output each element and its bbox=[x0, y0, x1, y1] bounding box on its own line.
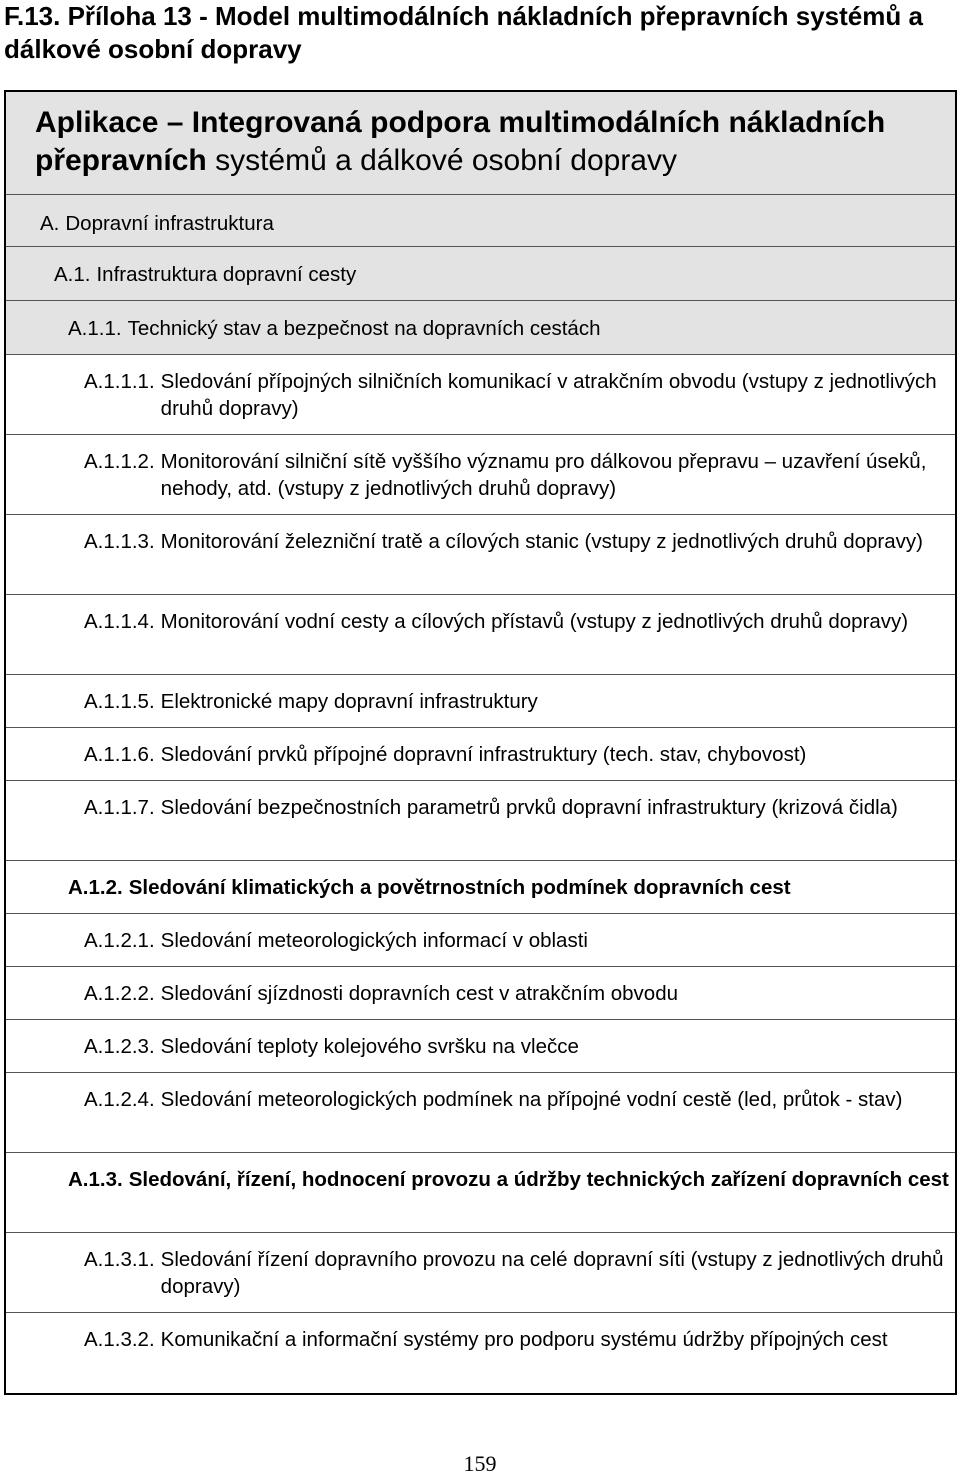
outline-row-a13 bbox=[6, 1153, 955, 1233]
item-text: Sledování bezpečnostních parametrů prvků dopravní infrastruktury (krizová čidla) bbox=[160, 796, 898, 819]
item-text: Monitorování železniční tratě a cílových stanic (vstupy z jednotlivých druhů dopravy) bbox=[160, 530, 923, 553]
item-text: Sledování meteorologických informací v oblasti bbox=[160, 929, 588, 952]
outline-row-a115 bbox=[6, 675, 955, 728]
item-number: A.1.1.4. bbox=[84, 610, 155, 633]
item-text: Sledování prvků přípojné dopravní infrastruktury (tech. stav, chybovost) bbox=[160, 743, 807, 766]
item-number: A.1.1.3. bbox=[84, 530, 155, 553]
item-text: Elektronické mapy dopravní infrastruktury bbox=[160, 690, 538, 713]
item-number: A.1.1.6. bbox=[84, 743, 155, 766]
item-number: A.1.2. bbox=[68, 876, 123, 899]
outline-row-a12 bbox=[6, 861, 955, 914]
item-number: A. bbox=[40, 212, 60, 235]
item-text: Monitorování vodní cesty a cílových přístavů (vstupy z jednotlivých druhů dopravy) bbox=[160, 610, 909, 633]
outline-row-a1 bbox=[6, 247, 955, 301]
item-number: A.1.1.7. bbox=[84, 796, 155, 819]
outline-table bbox=[4, 90, 957, 1395]
item-number: A.1.2.3. bbox=[84, 1035, 155, 1058]
item-text: Monitorování silniční sítě vyššího významu pro dálkovou přepravu – uzavření úseků, nehody, atd. (vstupy z jednotlivých druhů dopravy) bbox=[160, 450, 927, 500]
item-number: A.1.3. bbox=[68, 1168, 123, 1191]
item-number: A.1.1. bbox=[68, 317, 122, 340]
outline-row-a112 bbox=[6, 435, 955, 515]
item-number: A.1.1.2. bbox=[84, 450, 155, 473]
outline-row-a122 bbox=[6, 967, 955, 1020]
item-text: Technický stav a bezpečnost na dopravních cestách bbox=[127, 317, 601, 340]
outline-row-a131 bbox=[6, 1233, 955, 1313]
item-text: Dopravní infrastruktura bbox=[65, 212, 274, 235]
application-title-suffix: systémů a dálkové osobní dopravy bbox=[206, 144, 677, 177]
item-text: Sledování přípojných silničních komunikací v atrakčním obvodu (vstupy z jednotlivých druhů dopravy) bbox=[160, 370, 937, 420]
outline-row-a113 bbox=[6, 515, 955, 595]
application-title-main: Aplikace – Integrovaná podpora multimodálních nákladních přepravních bbox=[35, 106, 886, 177]
item-text: Sledování klimatických a povětrnostních podmínek dopravních cest bbox=[128, 876, 791, 899]
outline-row-a bbox=[6, 195, 955, 247]
item-text: Komunikační a informační systémy pro podporu systému údržby přípojných cest bbox=[160, 1328, 888, 1351]
page-number: 159 bbox=[463, 1451, 497, 1476]
item-text: Sledování řízení dopravního provozu na celé dopravní síti (vstupy z jednotlivých druhů dopravy) bbox=[160, 1248, 944, 1298]
application-title bbox=[35, 104, 945, 180]
item-text: Infrastruktura dopravní cesty bbox=[96, 263, 357, 286]
item-text: Sledování sjízdnosti dopravních cest v atrakčním obvodu bbox=[160, 982, 679, 1005]
item-number: A.1.1.1. bbox=[84, 370, 155, 393]
outline-row-a121 bbox=[6, 914, 955, 967]
outline-row-a117 bbox=[6, 781, 955, 861]
outline-row-a123 bbox=[6, 1020, 955, 1073]
item-number: A.1.1.5. bbox=[84, 690, 155, 713]
page-heading: F.13. Příloha 13 - Model multimodálních nákladních přepravních systémů a dálkové osobní dopravy bbox=[4, 1, 923, 64]
outline-row-a11 bbox=[6, 301, 955, 355]
item-number: A.1.3.1. bbox=[84, 1248, 155, 1271]
outline-row-a132 bbox=[6, 1313, 955, 1393]
outline-row-a114 bbox=[6, 595, 955, 675]
outline-row-a111 bbox=[6, 355, 955, 435]
item-number: A.1.2.1. bbox=[84, 929, 155, 952]
item-number: A.1.3.2. bbox=[84, 1328, 155, 1351]
item-text: Sledování, řízení, hodnocení provozu a údržby technických zařízení dopravních cest bbox=[128, 1168, 949, 1191]
application-title-row bbox=[6, 92, 955, 195]
item-text: Sledování meteorologických podmínek na přípojné vodní cestě (led, průtok - stav) bbox=[160, 1088, 903, 1111]
outline-row-a124 bbox=[6, 1073, 955, 1153]
item-number: A.1. bbox=[54, 263, 91, 286]
item-text: Sledování teploty kolejového svršku na vlečce bbox=[160, 1035, 579, 1058]
outline-row-a116 bbox=[6, 728, 955, 781]
item-number: A.1.2.2. bbox=[84, 982, 155, 1005]
item-number: A.1.2.4. bbox=[84, 1088, 155, 1111]
